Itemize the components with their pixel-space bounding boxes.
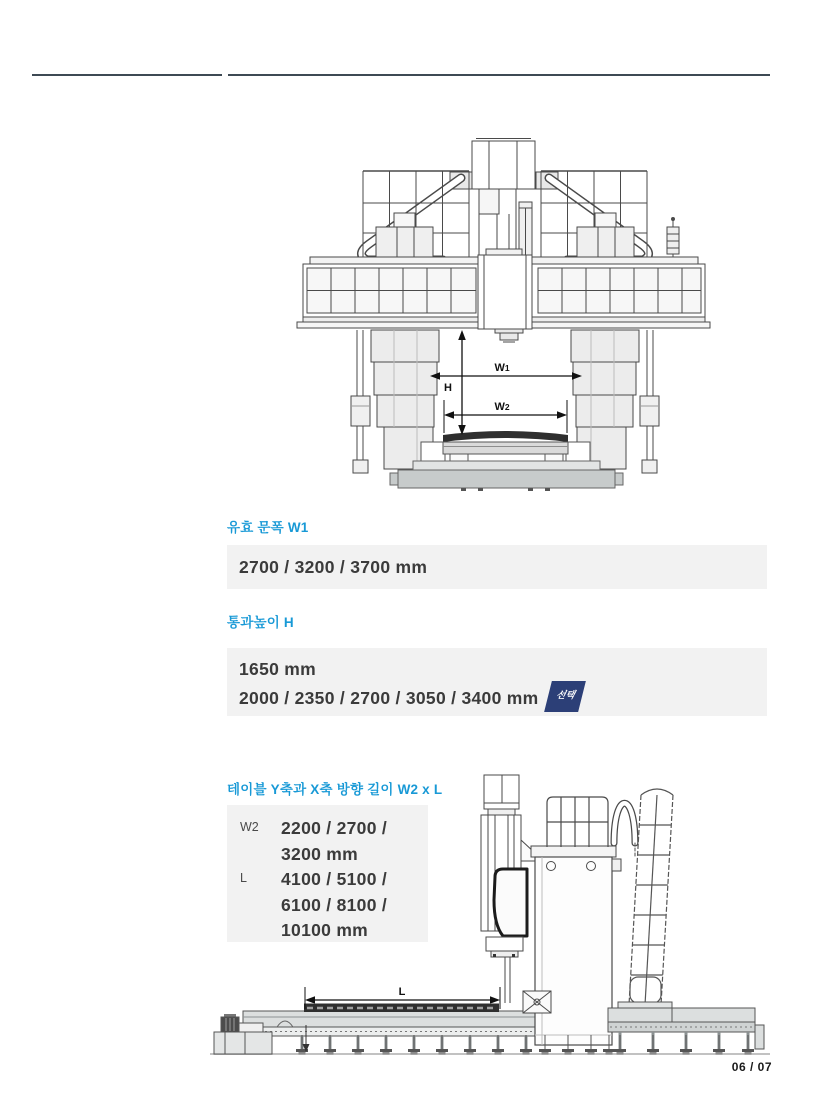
- spec-box-passing-height: [227, 648, 767, 716]
- dimension-w1-label: W1: [494, 362, 510, 374]
- spec-box-effective-width: [227, 545, 767, 589]
- cable-carrier-loops: [361, 178, 648, 260]
- signal-tower-icon: [667, 218, 679, 265]
- safety-railing-left: [363, 171, 469, 257]
- spec-box-table-length: [227, 805, 428, 942]
- passing-height-options: [239, 682, 767, 713]
- column-feet: [539, 1035, 615, 1055]
- work-table: [304, 1004, 499, 1013]
- dimension-l-label: L: [398, 986, 406, 998]
- crossrail-beam: [297, 257, 710, 328]
- ram-assembly: [481, 775, 535, 1003]
- pointer-arrow: [303, 1025, 310, 1052]
- dimension-l-arrow: [305, 986, 500, 1009]
- dimension-w2-label: W2: [494, 401, 510, 413]
- dimension-h-arrow: [444, 330, 466, 435]
- crossrail-pedestals: [376, 213, 634, 257]
- page-number: 06 / 07: [731, 1060, 772, 1074]
- table-width-line1: 2200 / 2700 /: [281, 818, 388, 838]
- column-left: [371, 330, 439, 469]
- header-rule-left: [32, 74, 222, 76]
- section-heading-table-length: 테이블 Y축과 X축 방향 길이 W2 x L: [227, 782, 443, 797]
- way-cover-shield: [494, 869, 527, 936]
- table-length-label: L: [240, 871, 247, 885]
- table-length-line3: 10100 mm: [281, 920, 369, 940]
- passing-height-standard: 1650 mm: [239, 659, 317, 679]
- section-heading-effective-width: 유효 문폭 W1: [227, 520, 309, 535]
- header-rule-right: [228, 74, 770, 76]
- bed-left-feet: [296, 1035, 532, 1055]
- effective-width-value: 2700 / 3200 / 3700 mm: [239, 557, 428, 577]
- spindle-tower: [450, 139, 558, 261]
- bed-left: [243, 1011, 540, 1049]
- guide-rods: [351, 330, 659, 473]
- bed-right-feet: [614, 1035, 754, 1055]
- passing-height-options-value: 2000 / 2350 / 2700 / 3050 / 3400 mm: [239, 687, 539, 708]
- table-length-values: [281, 867, 428, 944]
- table-width-values: [281, 816, 428, 867]
- column-right: [571, 330, 639, 469]
- dimension-h-label: H: [444, 382, 452, 394]
- chip-conveyor-cart: [214, 1014, 272, 1054]
- column-side: [523, 846, 621, 1045]
- dimension-w2-arrow: [444, 400, 567, 433]
- front-view-diagram: [293, 132, 713, 495]
- table-width-line2: 3200 mm: [281, 843, 359, 864]
- option-badge: 선택: [545, 681, 587, 712]
- cable-ladder: [629, 789, 673, 1005]
- column-top-railing: [547, 797, 608, 847]
- table-length-line2: 6100 / 8100 /: [281, 894, 388, 915]
- ram-saddle: [478, 249, 532, 342]
- bed-right: [608, 1002, 764, 1049]
- machine-bed: [390, 461, 623, 491]
- section-heading-passing-height: 통과높이 H: [227, 615, 294, 630]
- rotary-table: [421, 431, 590, 463]
- dimension-w1-arrow: [430, 362, 582, 380]
- table-width-label: W2: [240, 820, 259, 834]
- safety-railing-right: [541, 171, 647, 257]
- table-length-line1: 4100 / 5100 /: [281, 869, 388, 889]
- cable-carrier-hoop: [614, 803, 635, 857]
